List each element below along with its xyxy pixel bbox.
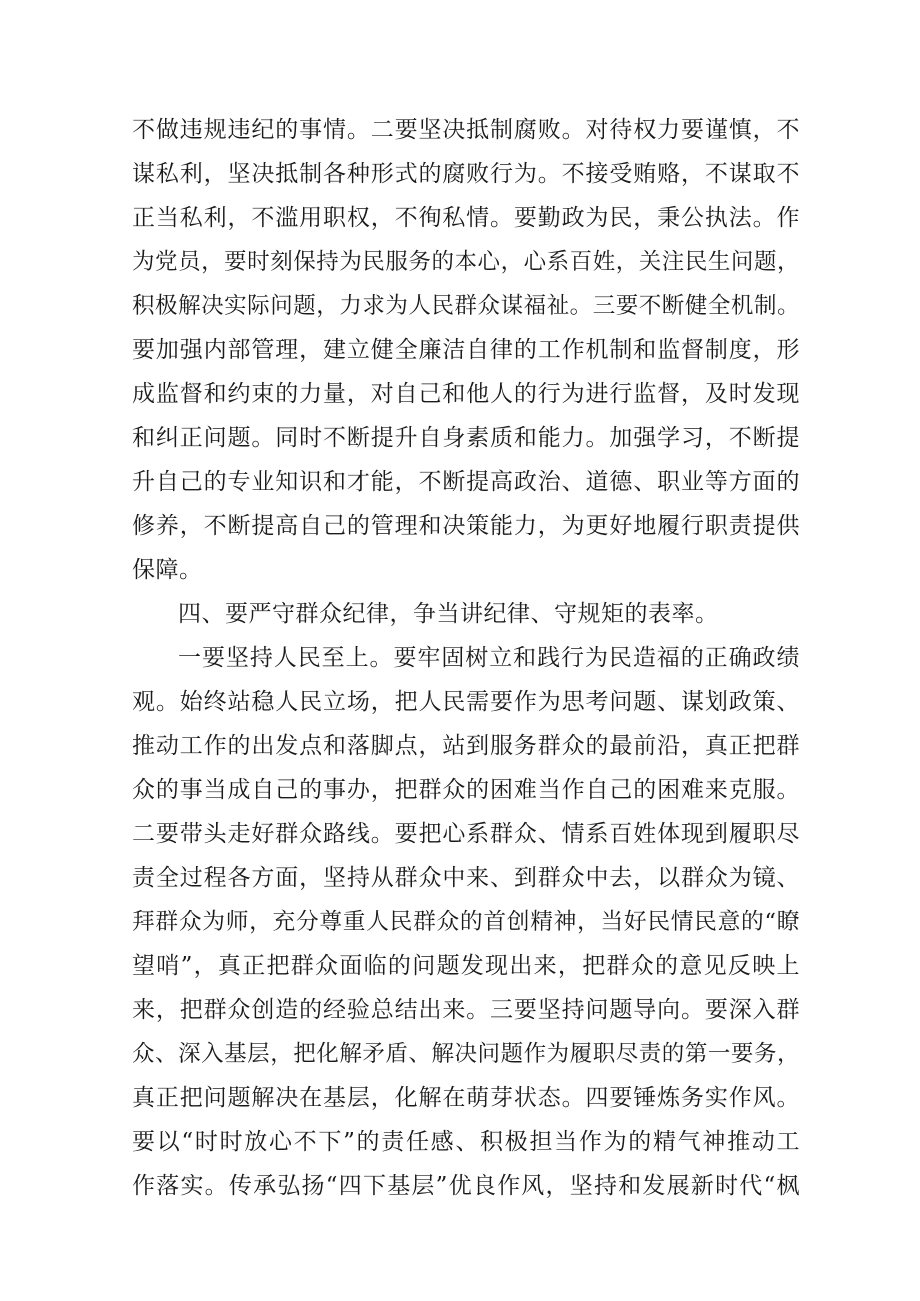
text-line: 作落实。传承弘扬“四下基层”优良作风，坚持和发展新时代“枫	[132, 1173, 800, 1199]
text-line: 正当私利，不滥用职权，不徇私情。要勤政为民，秉公执法。作	[132, 205, 800, 231]
text-line: 望哨”，真正把群众面临的问题发现出来，把群众的意见反映上	[132, 953, 800, 979]
text-line: 保障。	[132, 557, 203, 583]
text-line: 修养，不断提高自己的管理和决策能力，为更好地履行职责提供	[132, 513, 800, 539]
text-line: 要以“时时放心不下”的责任感、积极担当作为的精气神推动工	[132, 1129, 800, 1155]
text-line: 众、深入基层，把化解矛盾、解决问题作为履职尽责的第一要务，	[132, 1041, 800, 1067]
section-heading: 四、要严守群众纪律，争当讲纪律、守规矩的表率。	[178, 601, 719, 627]
text-line: 推动工作的出发点和落脚点，站到服务群众的最前沿，真正把群	[132, 733, 800, 759]
text-line: 积极解决实际问题，力求为人民群众谋福祉。三要不断健全机制。	[132, 293, 800, 319]
text-line: 观。始终站稳人民立场，把人民需要作为思考问题、谋划政策、	[132, 689, 800, 715]
document-body	[132, 108, 800, 1208]
text-line: 谋私利，坚决抵制各种形式的腐败行为。不接受贿赂，不谋取不	[132, 161, 800, 187]
text-line: 来，把群众创造的经验总结出来。三要坚持问题导向。要深入群	[132, 997, 800, 1023]
text-line: 真正把问题解决在基层，化解在萌芽状态。四要锤炼务实作风。	[132, 1085, 800, 1111]
text-line: 和纠正问题。同时不断提升自身素质和能力。加强学习，不断提	[132, 425, 800, 451]
text-line: 升自己的专业知识和才能，不断提高政治、道德、职业等方面的	[132, 469, 800, 495]
text-line: 众的事当成自己的事办，把群众的困难当作自己的困难来克服。	[132, 777, 800, 803]
paragraph-start-line: 一要坚持人民至上。要牢固树立和践行为民造福的正确政绩	[178, 645, 800, 671]
text-line: 为党员，要时刻保持为民服务的本心，心系百姓，关注民生问题，	[132, 249, 800, 275]
text-line: 二要带头走好群众路线。要把心系群众、情系百姓体现到履职尽	[132, 821, 800, 847]
text-line: 不做违规违纪的事情。二要坚决抵制腐败。对待权力要谨慎，不	[132, 117, 800, 143]
text-line: 成监督和约束的力量，对自己和他人的行为进行监督，及时发现	[132, 381, 800, 407]
text-line: 拜群众为师，充分尊重人民群众的首创精神，当好民情民意的“瞭	[132, 909, 800, 935]
text-line: 责全过程各方面，坚持从群众中来、到群众中去，以群众为镜、	[132, 865, 800, 891]
text-line: 要加强内部管理，建立健全廉洁自律的工作机制和监督制度，形	[132, 337, 800, 363]
